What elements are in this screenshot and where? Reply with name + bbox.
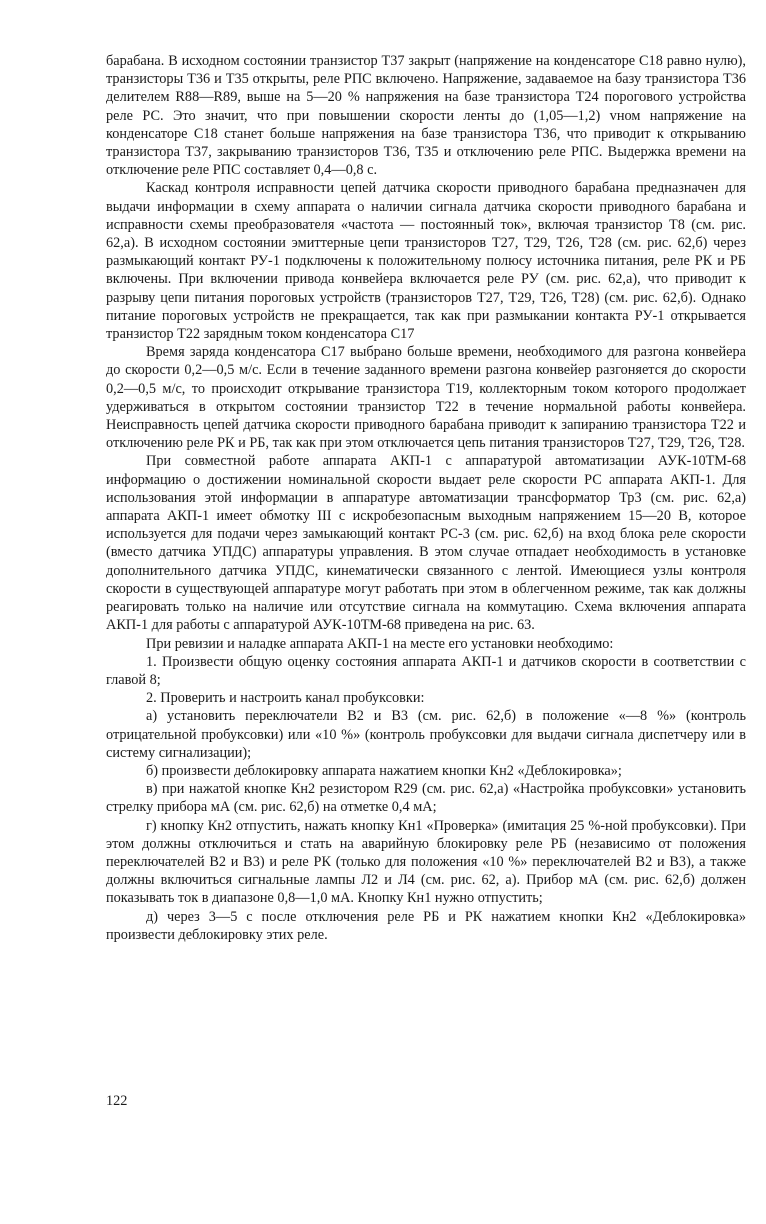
page-body xyxy=(106,52,746,944)
list-item-step-2a: а) установить переключатели В2 и В3 (см. рис. 62,б) в положение «—8 %» (контроль отрицательной пробуксовки) или «10 %» (контроль пробуксовки для выдачи сигнала диспетчеру или в систему сигнализации); xyxy=(106,708,746,761)
list-item-step-2: 2. Проверить и настроить канал пробуксовки: xyxy=(146,690,425,707)
paragraph-auk-integration: При совместной работе аппарата АКП-1 с аппаратурой автоматизации АУК-10ТМ-68 информацию о достижении номинальной скорости выдает реле скорости РС аппарата АКП-1. Для использования этой информации в аппаратуре автоматизации трансформатор Тр3 (см. рис. 62,а) аппарата АКП-1 имеет обмотку III с искробезопасным выходным напряжением 15—20 В, которое используется для подачи через замыкающий контакт РС-3 (см. рис. 62,б) на вход блока реле скорости (вместо датчика УПДС) аппаратуры управления. В этом случае отпадает необходимость в установке дополнительного датчика УПДС, кинематически связанного с лентой. Имеющиеся узлы контроля скорости в существующей аппаратуре могут работать при этом в облегченном режиме, так как должны реагировать только на наличие или отсутствие сигнала на коммутацию. Схема включения аппарата АКП-1 для работы с аппаратурой АУК-10ТМ-68 приведена на рис. 63. xyxy=(106,453,746,634)
page-number: 122 xyxy=(106,1093,128,1109)
paragraph-speed-sensor-check: Каскад контроля исправности цепей датчика скорости приводного барабана предназначен для выдачи информации в схему аппарата о наличии сигнала датчика скорости приводного барабана и исправности схемы преобразователя «частота — постоянный ток», включая транзистор Т8 (см. рис. 62,а). В исходном состоянии эмиттерные цепи транзисторов Т27, Т29, Т26, Т28 (см. рис. 62,б) через размыкающий контакт РУ-1 подключены к положительному полюсу источника питания, реле РК и РБ включены. При включении привода конвейера включается реле РУ (см. рис. 62,а), что приводит к разрыву цепи питания пороговых устройств (транзисторов Т27, Т29, Т26, Т28) (см. рис. 62,б). Однако питание пороговых устройств не прекращается, так как при размыкании контакта РУ-1 открывается транзистор Т22 зарядным током конденсатора С17 xyxy=(106,180,746,343)
list-item-step-2g: г) кнопку Кн2 отпустить, нажать кнопку Кн1 «Проверка» (имитация 25 %-ной пробуксовки). При этом должны отключиться и стать на аварийную блокировку реле РБ (независимо от положения переключателей В2 и В3) и реле РК (только для положения «10 %» переключателей В2 и В3), а также должны включиться сигнальные лампы Л2 и Л4 (см. рис. 62, а). Прибор мА (см. рис. 62,б) должен показывать ток в диапазоне 0,8—1,0 мА. Кнопку Кн1 нужно отпустить; xyxy=(106,817,746,907)
list-item-step-2b: б) произвести деблокировку аппарата нажатием кнопки Кн2 «Деблокировка»; xyxy=(146,762,622,779)
list-item-step-1: 1. Произвести общую оценку состояния аппарата АКП-1 и датчиков скорости в соответствии с главой 8; xyxy=(106,653,746,688)
list-item-step-2v: в) при нажатой кнопке Кн2 резистором R29 (см. рис. 62,а) «Настройка пробуксовки» установить стрелку прибора мА (см. рис. 62,б) на отметке 0,4 мА; xyxy=(106,781,746,816)
list-item-step-2d: д) через 3—5 с после отключения реле РБ и РК нажатием кнопки Кн2 «Деблокировка» произвести деблокировку этих реле. xyxy=(106,908,746,943)
paragraph-capacitor-charge: Время заряда конденсатора С17 выбрано больше времени, необходимого для разгона конвейера до скорости 0,2—0,5 м/с. Если в течение заданного времени разгона конвейер разгоняется до скорости 0,2—0,5 м/с, то происходит открывание транзистора Т19, коллекторным током которого продолжает удерживаться в открытом состоянии транзистор Т22 в течение нормальной работы конвейера. Неисправность цепей датчика скорости приводного барабана приводит к запиранию транзистора Т22 и отключению реле РК и РБ, так как при этом отключается цепь питания транзисторов Т27, Т29, Т26, Т28. xyxy=(106,344,746,452)
paragraph-revision-intro: При ревизии и наладке аппарата АКП-1 на месте его установки необходимо: xyxy=(146,635,614,652)
paragraph-continuation: барабана. В исходном состоянии транзистор Т37 закрыт (напряжение на конденсаторе С18 равно нулю), транзисторы Т36 и Т35 открыты, реле РПС включено. Напряжение, задаваемое на базу транзистора Т36 делителем R88—R89, выше на 5—20 % напряжения на базе транзистора Т24 порогового устройства реле РС. Это значит, что при повышении скорости ленты до (1,05—1,2) vном напряжение на конденсаторе С18 станет больше напряжения на базе транзистора Т36, что приводит к открыванию транзистора Т37, закрыванию транзисторов Т36, Т35 и отключению реле РПС. Выдержка времени на отключение реле РПС составляет 0,4—0,8 с. xyxy=(106,53,746,179)
